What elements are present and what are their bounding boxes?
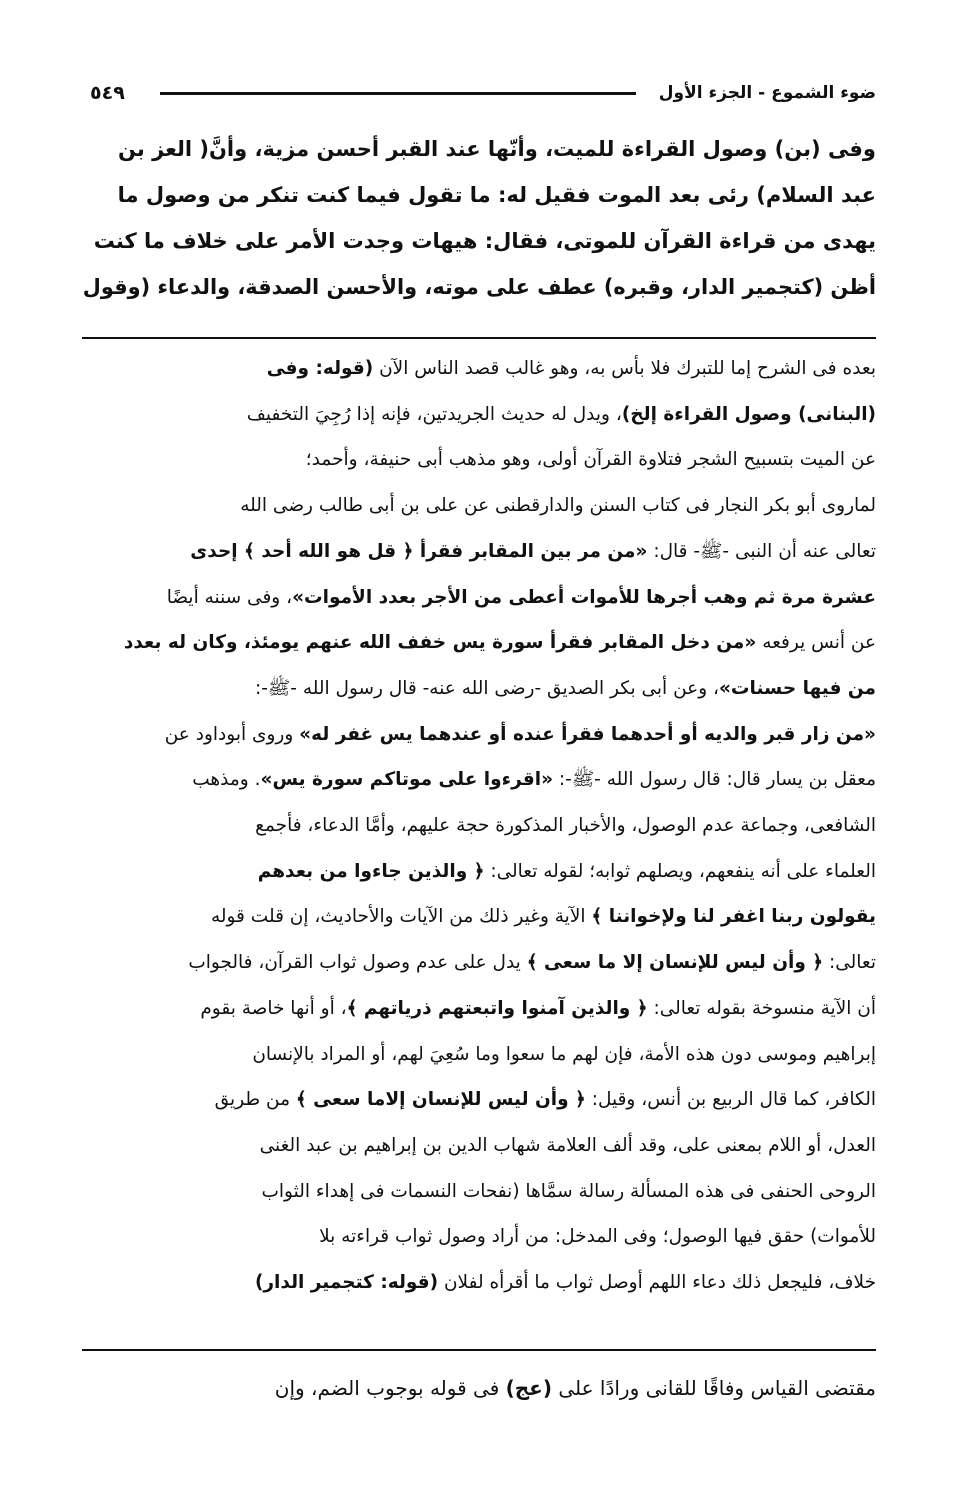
commentary-line [82, 760, 876, 800]
main-text-line: عبد السلام) رئى بعد الموت فقيل له: ما تقول فيما كنت تنكر من وصول ما [117, 183, 876, 207]
book-title: ضوء الشموع - الجزء الأول [658, 83, 876, 103]
commentary-line [82, 1035, 876, 1075]
commentary-segment: بعده فى الشرح إما للتبرك فلا بأس به، وهو غالب قصد الناس الآن [373, 358, 876, 379]
commentary-line [82, 440, 876, 480]
commentary-segment: تعالى عنه أن النبى -ﷺ- قال: [647, 540, 876, 562]
commentary-segment: عن الميت بتسبيح الشجر فتلاوة القرآن أولى، وهو مذهب أبى حنيفة، وأحمد؛ [305, 449, 876, 471]
commentary-bold-segment: «من مر بين المقابر فقرأ ﴿ قل هو الله أحد ﴾ إحدى [190, 540, 648, 562]
commentary-segment: ، وفى سننه أيضًا [166, 586, 293, 608]
commentary-bold-segment: ﴿ وأن ليس للإنسان إلاما سعى ﴾ [295, 1089, 586, 1111]
commentary-line [82, 486, 876, 526]
commentary-segment: العلماء على أنه ينفعهم، ويصلهم ثوابه؛ لقوله تعالى: [484, 860, 876, 882]
commentary-segment: للأموات) حقق فيها الوصول؛ وفى المدخل: من أراد وصول ثواب قراءته بلا [319, 1226, 876, 1248]
commentary-line [82, 715, 876, 755]
commentary-segment: الآية وغير ذلك من الآيات والأحاديث، إن قلت قوله [210, 906, 592, 928]
footnote-line [82, 1368, 876, 1408]
page-number: ٥٤٩ [90, 82, 125, 104]
commentary-line [82, 852, 876, 892]
footnote-divider [82, 1349, 876, 1351]
commentary-line [82, 1172, 876, 1212]
commentary-segment: أن الآية منسوخة بقوله تعالى: [647, 997, 876, 1019]
commentary-bold-segment: من فيها حسنات» [718, 677, 876, 699]
commentary-segment: معقل بن يسار قال: قال رسول الله -ﷺ-: [553, 769, 876, 791]
commentary-line [82, 532, 876, 572]
commentary-line [82, 1217, 876, 1257]
commentary-bold-segment: عشرة مرة ثم وهب أجرها للأموات أعطى من الأجر بعدد الأموات» [292, 586, 876, 608]
commentary-bold-segment: (البنانى) وصول القراءة إلخ) [621, 403, 876, 425]
commentary-segment: الشافعى، وجماعة عدم الوصول، والأخبار المذكورة حجة عليهم، وأمَّا الدعاء، فأجمع [255, 815, 876, 836]
commentary-line [82, 623, 876, 663]
commentary-line [82, 897, 876, 937]
commentary-segment: العدل، أو اللام بمعنى على، وقد ألف العلامة شهاب الدين بن إبراهيم بن عبد الغنى [259, 1134, 876, 1156]
commentary-segment: تعالى: [823, 952, 876, 974]
commentary-bold-segment: «من زار قبر والديه أو أحدهما فقرأ عنده أو عندهما يس غفر له» [299, 723, 876, 745]
commentary-bold-segment: «من دخل المقابر فقرأ سورة يس خفف الله عنهم يومئذ، وكان له بعدد [123, 632, 757, 654]
commentary-bold-segment: «اقرءوا على موتاكم سورة يس» [260, 769, 554, 791]
commentary-segment: الروحى الحنفى فى هذه المسألة رسالة سمَّاها (نفحات النسمات فى إهداء الثواب [261, 1180, 876, 1202]
header-rule [160, 92, 636, 95]
commentary-line [82, 578, 876, 618]
commentary-segment: . ومذهب [192, 769, 261, 791]
main-text-line: أظن (كتجمير الدار، وقبره) عطف على موته، والأحسن الصدقة، والدعاء (وقول [82, 275, 876, 299]
main-text-line: يهدى من قراءة القرآن للموتى، فقال: هيهات وجدت الأمر على خلاف ما كنت [93, 229, 876, 253]
commentary-line [82, 1263, 876, 1303]
commentary-segment: ، وعن أبى بكر الصديق -رضى الله عنه- قال رسول الله -ﷺ-: [255, 677, 719, 699]
commentary-bold-segment: (قوله: وفى [266, 358, 374, 379]
commentary-segment: إبراهيم وموسى دون هذه الأمة، فإن لهم ما سعوا وما سُعِيَ لهم، أو المراد بالإنسان [252, 1043, 876, 1065]
main-commentary-divider [82, 337, 876, 339]
commentary-bold-segment: (قوله: كتجمير الدار) [254, 1272, 439, 1293]
commentary-segment: خلاف، فليجعل ذلك دعاء اللهم أوصل ثواب ما أقرأه لفلان [438, 1272, 876, 1293]
commentary-segment: لماروى أبو بكر النجار فى كتاب السنن والدارقطنى عن على بن أبى طالب رضى الله [240, 495, 876, 517]
commentary-bold-segment: يقولون ربنا اغفر لنا ولإخواننا ﴾ [591, 906, 876, 928]
commentary-segment: وروى أبوداود عن [164, 723, 300, 745]
commentary-line [82, 1080, 876, 1120]
commentary-line [82, 349, 876, 389]
commentary-bold-segment: ﴿ والذين جاءوا من بعدهم [257, 860, 485, 882]
commentary-segment: ، أو أنها خاصة بقوم [200, 997, 347, 1019]
main-text-line: وفى (بن) وصول القراءة للميت، وأنّها عند القبر أحسن مزية، وأنَّ( العز بن [118, 137, 876, 161]
commentary-line [82, 989, 876, 1029]
commentary-bold-segment: ﴿ والذين آمنوا واتبعتهم ذرياتهم ﴾ [346, 997, 648, 1019]
running-header [90, 78, 876, 108]
footnote-bold-segment: (عج) [505, 1376, 552, 1400]
commentary-segment: من طريق [214, 1089, 296, 1111]
commentary-line [82, 669, 876, 709]
commentary-bold-segment: ﴿ وأن ليس للإنسان إلا ما سعى ﴾ [526, 952, 824, 974]
footnote-segment: فى قوله بوجوب الضم، وإن [274, 1376, 506, 1400]
commentary-segment: عن أنس يرفعه [756, 632, 876, 654]
commentary-line [82, 395, 876, 435]
commentary-line [82, 1126, 876, 1166]
commentary-segment: يدل على عدم وصول ثواب القرآن، فالجواب [188, 952, 527, 974]
commentary-segment: الكافر، كما قال الربيع بن أنس، وقيل: [585, 1089, 876, 1111]
commentary-segment: ، ويدل له حديث الجريدتين، فإنه إذا رُجِيَ التخفيف [246, 403, 622, 425]
footnote-segment: مقتضى القياس وفاقًا للقانى ورادًا على [551, 1376, 876, 1400]
commentary-line [82, 943, 876, 983]
commentary-line [82, 806, 876, 846]
